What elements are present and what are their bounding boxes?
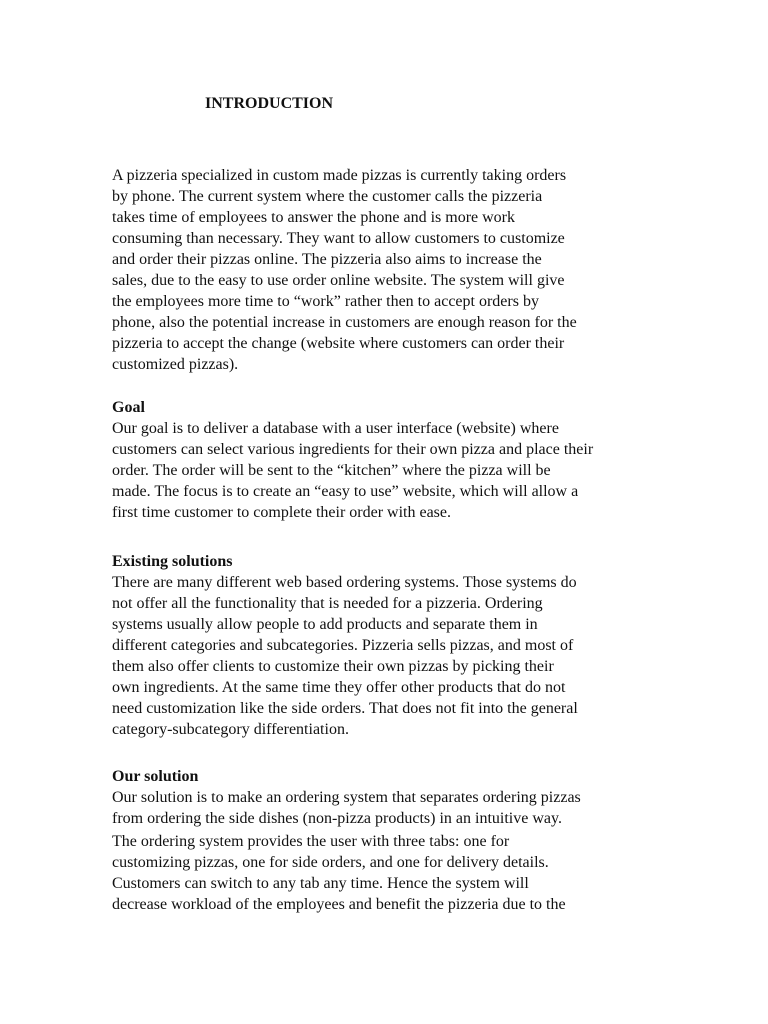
goal-heading: Goal <box>112 399 145 416</box>
goal-line: Our goal is to deliver a database with a user interface (website) where <box>112 420 559 437</box>
existing-line: them also offer clients to customize their own pizzas by picking their <box>112 658 554 675</box>
goal-line: customers can select various ingredients for their own pizza and place their <box>112 441 594 458</box>
intro-line: takes time of employees to answer the phone and is more work <box>112 209 515 226</box>
intro-line: consuming than necessary. They want to allow customers to customize <box>112 230 565 247</box>
goal-line: first time customer to complete their order with ease. <box>112 504 451 521</box>
goal-section <box>112 397 652 523</box>
solution-line: customizing pizzas, one for side orders, and one for delivery details. <box>112 854 549 871</box>
existing-line: need customization like the side orders. That does not fit into the general <box>112 700 578 717</box>
intro-line: and order their pizzas online. The pizzeria also aims to increase the <box>112 251 542 268</box>
intro-line: phone, also the potential increase in customers are enough reason for the <box>112 314 577 331</box>
intro-line: customized pizzas). <box>112 356 239 373</box>
intro-line: the employees more time to “work” rather then to accept orders by <box>112 293 539 310</box>
intro-line: pizzeria to accept the change (website where customers can order their <box>112 335 565 352</box>
existing-solutions-heading: Existing solutions <box>112 553 233 570</box>
solution-paragraph-2 <box>112 831 652 915</box>
existing-line: category-subcategory differentiation. <box>112 721 349 738</box>
solution-line: from ordering the side dishes (non-pizza products) in an intuitive way. <box>112 810 562 827</box>
existing-line: There are many different web based ordering systems. Those systems do <box>112 574 577 591</box>
solution-line: Customers can switch to any tab any time. Hence the system will <box>112 875 529 892</box>
solution-line: decrease workload of the employees and benefit the pizzeria due to the <box>112 896 566 913</box>
intro-line: sales, due to the easy to use order online website. The system will give <box>112 272 565 289</box>
solution-line: The ordering system provides the user with three tabs: one for <box>112 833 510 850</box>
our-solution-section <box>112 766 652 915</box>
goal-line: made. The focus is to create an “easy to use” website, which will allow a <box>112 483 579 500</box>
intro-line: by phone. The current system where the customer calls the pizzeria <box>112 188 543 205</box>
intro-paragraph <box>112 165 652 375</box>
existing-solutions-section <box>112 551 652 740</box>
existing-line: own ingredients. At the same time they offer other products that do not <box>112 679 566 696</box>
existing-line: not offer all the functionality that is needed for a pizzeria. Ordering <box>112 595 543 612</box>
our-solution-heading: Our solution <box>112 768 199 785</box>
goal-line: order. The order will be sent to the “kitchen” where the pizza will be <box>112 462 551 479</box>
existing-line: systems usually allow people to add products and separate them in <box>112 616 538 633</box>
document-title: INTRODUCTION <box>205 95 334 112</box>
intro-line: A pizzeria specialized in custom made pizzas is currently taking orders <box>112 167 567 184</box>
existing-line: different categories and subcategories. Pizzeria sells pizzas, and most of <box>112 637 574 654</box>
solution-line: Our solution is to make an ordering system that separates ordering pizzas <box>112 789 581 806</box>
